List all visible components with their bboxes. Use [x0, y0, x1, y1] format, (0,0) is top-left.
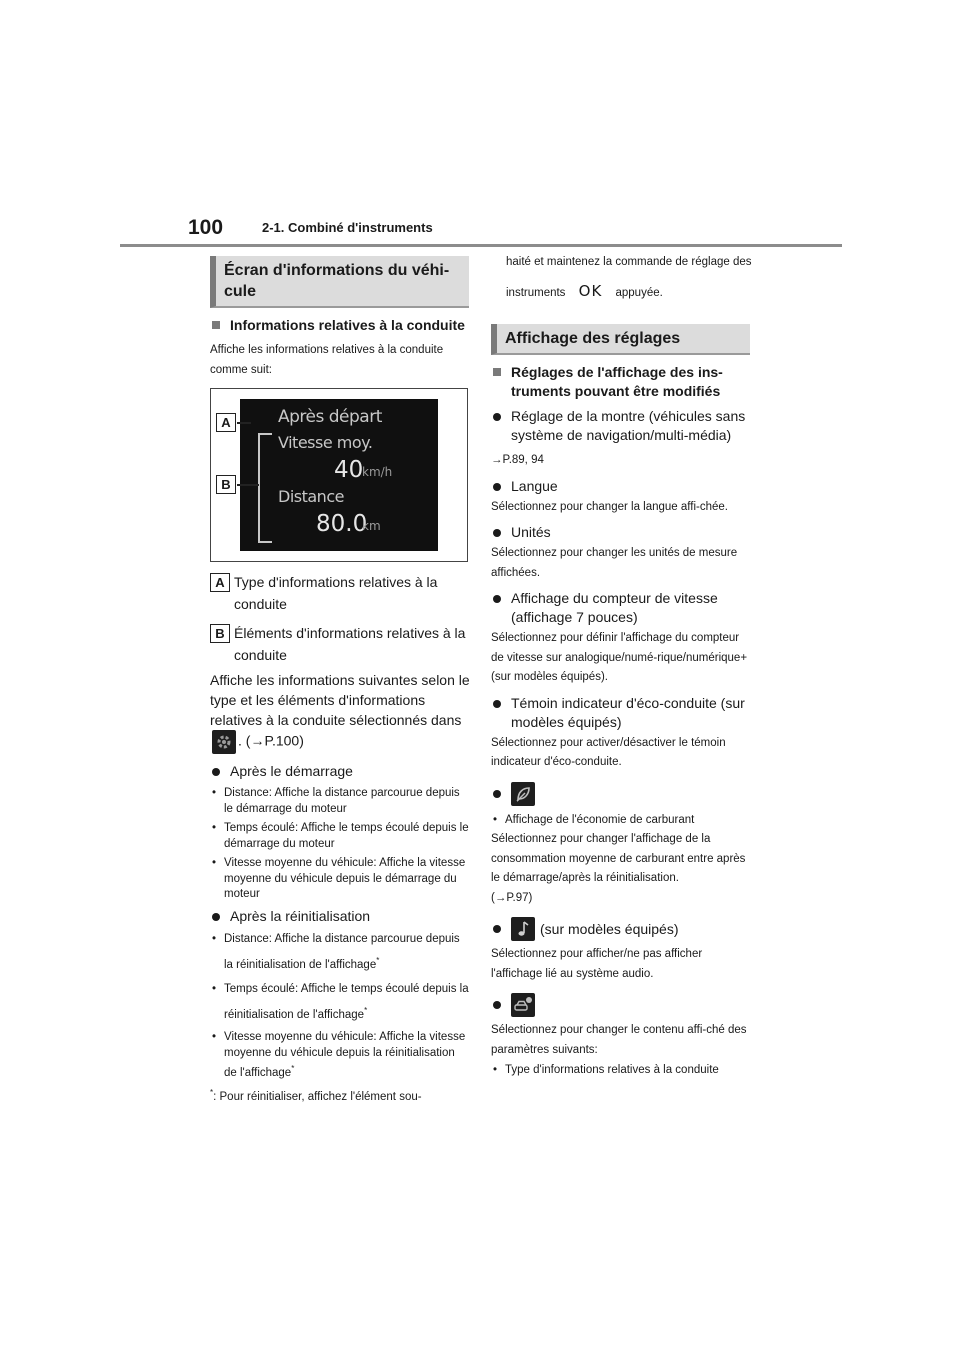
leaf-desc: Sélectionnez pour changer l'affichage de la consommation moyenne de carburant entre après le démarrage/après la réinitialisation.: [491, 833, 746, 884]
screen-speed-value: 40: [334, 457, 364, 483]
bullet-after-start: Après le démarrage: [210, 762, 470, 781]
subheading-settings: Réglages de l'affichage des ins-truments pouvant être modifiés: [491, 363, 753, 401]
bullet-after-reset: Après la réinitialisation: [210, 907, 470, 926]
language-desc: Sélectionnez pour changer la langue affi-chée.: [491, 500, 728, 513]
bullet-language: Langue: [491, 477, 753, 496]
bullet-clock: Réglage de la montre (véhicules sans système de navigation/multi-média): [491, 407, 753, 445]
ok-button-glyph: OK: [578, 282, 603, 300]
screen-title: Après départ: [278, 407, 382, 427]
bracket-top: [258, 433, 272, 435]
footnote: *: Pour réinitialiser, affichez l'élément sou-: [210, 1088, 422, 1104]
bullet-speedometer: Affichage du compteur de vitesse (affichage 7 pouces): [491, 589, 753, 627]
clock-ref: →P.89, 94: [491, 454, 544, 466]
bullet-dot-icon: [493, 483, 501, 491]
screen-distance-label: Distance: [278, 487, 344, 506]
eco-desc: Sélectionnez pour activer/désactiver le témoin indicateur d'éco-conduite.: [491, 736, 726, 768]
bracket-line: [258, 433, 260, 543]
screen-speed-label: Vitesse moy.: [278, 433, 373, 452]
leaf-icon: [511, 782, 535, 806]
bullet-dot-icon: [493, 790, 501, 798]
bullet-audio: (sur modèles équipés): [491, 917, 753, 941]
leader-a: [237, 422, 251, 424]
vehicle-desc: Sélectionnez pour changer le contenu affi-ché des paramètres suivants:: [491, 1024, 747, 1056]
list-item: • Temps écoulé: Affiche le temps écoulé depuis la réinitialisation de l'affichage*: [210, 979, 470, 1026]
leaf-ref: (→P.97): [491, 891, 533, 904]
vehicle-sublist: [491, 1063, 753, 1079]
bullet-dot-icon: [212, 913, 220, 921]
bullet-dot-icon: [493, 595, 501, 603]
callout-a: A: [216, 413, 236, 432]
list-item: • Vitesse moyenne du véhicule: Affiche la vitesse moyenne du véhicule depuis la réinitialisation de l'affichage*: [210, 1030, 470, 1081]
bullet-dot-icon: [212, 768, 220, 776]
bullet-dot-icon: [493, 700, 501, 708]
section-title-settings: Affichage des réglages: [491, 324, 750, 355]
audio-desc: Sélectionnez pour afficher/ne pas afficher l'affichage lié au système audio.: [491, 948, 703, 980]
figure-legend: [210, 571, 470, 666]
subheading-driving-info: Informations relatives à la conduite: [210, 316, 470, 335]
display-screen: [240, 399, 438, 551]
screen-distance-unit: km: [362, 519, 381, 533]
leader-b: [237, 484, 259, 486]
display-figure: [210, 388, 468, 562]
screen-speed-unit: km/h: [362, 465, 393, 479]
bullet-dot-icon: [493, 925, 501, 933]
music-note-icon: [511, 917, 535, 941]
square-bullet-icon: [493, 368, 501, 376]
bullet-dot-icon: [493, 1001, 501, 1009]
continuation-text: haité et maintenez la commande de réglage des instruments OK appuyée.: [506, 256, 752, 300]
section-title-vehicle-info: Écran d'informations du véhi-cule: [210, 256, 469, 308]
bullet-dot-icon: [493, 529, 501, 537]
page-number: 100: [188, 216, 224, 239]
bullet-eco: Témoin indicateur d'éco-conduite (sur modèles équipés): [491, 694, 753, 732]
list-item: • Type d'informations relatives à la conduite: [491, 1063, 753, 1079]
list-item: • Temps écoulé: Affiche le temps écoulé depuis le démarrage du moteur: [210, 821, 470, 852]
header-rule: [120, 244, 842, 247]
bullet-vehicle: [491, 993, 753, 1017]
leaf-sublist: [491, 813, 753, 829]
square-bullet-icon: [212, 321, 220, 329]
units-desc: Sélectionnez pour changer les unités de mesure affichées.: [491, 547, 738, 579]
after-reset-list: [210, 929, 470, 1082]
bullet-dot-icon: [493, 413, 501, 421]
bracket-bottom: [258, 541, 272, 543]
list-item: • Distance: Affiche la distance parcourue depuis la réinitialisation de l'affichage*: [210, 929, 470, 976]
bullet-units: Unités: [491, 523, 753, 542]
speedometer-desc: Sélectionnez pour définir l'affichage du compteur de vitesse sur analogique/numé-rique/numérique+ (sur modèles équipés).: [491, 632, 748, 683]
vehicle-info-icon: [511, 993, 535, 1017]
list-item: • Affichage de l'économie de carburant: [491, 813, 753, 829]
after-start-list: [210, 786, 470, 903]
screen-distance-value: 80.0: [316, 511, 368, 537]
legend-b: B Éléments d'informations relatives à la conduite: [210, 622, 470, 666]
left-column: [210, 256, 470, 1105]
intro-text: Affiche les informations relatives à la conduite comme suit:: [210, 344, 444, 376]
gear-icon: [212, 730, 236, 754]
list-item: • Distance: Affiche la distance parcourue depuis le démarrage du moteur: [210, 786, 470, 817]
para-settings-ref: Affiche les informations suivantes selon le type et les éléments d'informations relatives à la conduite sélectionnés dans . (→P.100): [210, 670, 470, 754]
legend-a: A Type d'informations relatives à la conduite: [210, 571, 470, 615]
bullet-leaf: [491, 782, 753, 806]
chapter-title: 2-1. Combiné d'instruments: [262, 220, 433, 235]
callout-b: B: [216, 475, 236, 494]
right-column: [491, 256, 753, 1083]
list-item: • Vitesse moyenne du véhicule: Affiche la vitesse moyenne du véhicule depuis le démarrage du moteur: [210, 856, 470, 903]
